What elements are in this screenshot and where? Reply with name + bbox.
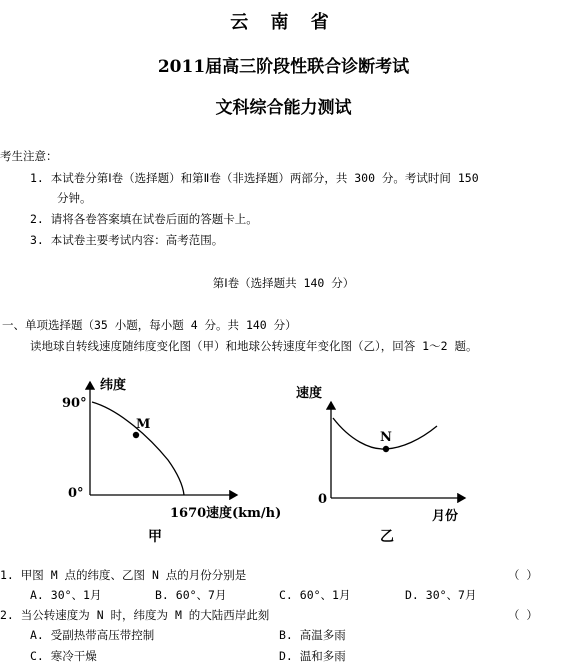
- question-1-option-b: B. 60°、7月: [155, 588, 227, 602]
- yi-caption: 乙: [380, 529, 394, 545]
- question-1-bracket: （ ）: [508, 568, 538, 582]
- yi-point-label: N: [380, 430, 392, 445]
- yi-y-zero: 0: [318, 492, 328, 507]
- question-2-option-d: D. 温和多雨: [279, 649, 346, 663]
- yi-xlabel: 月份: [432, 509, 459, 524]
- question-2-option-c: C. 寒冷干燥: [30, 649, 97, 663]
- exam-title: 2011届高三阶段性联合诊断考试: [157, 57, 410, 77]
- jia-caption: 甲: [148, 529, 162, 545]
- notice-item-3: 3. 本试卷主要考试内容：高考范围。: [30, 233, 224, 247]
- jia-point-m: [133, 432, 139, 438]
- jia-ylabel: 纬度: [100, 378, 127, 393]
- notice-item-1-cont: 分钟。: [57, 191, 92, 205]
- question-1-option-a: A. 30°、1月: [30, 588, 102, 602]
- province-title: 云 南 省: [230, 12, 337, 33]
- jia-xlabel: 速度(km/h): [206, 506, 282, 521]
- notice-item-2: 2. 请将各卷答案填在试卷后面的答题卡上。: [30, 212, 258, 226]
- part-title: 第Ⅰ卷（选择题共 140 分）: [212, 276, 355, 290]
- jia-y-zero: 0°: [68, 486, 84, 501]
- jia-y-top: 90°: [62, 396, 87, 411]
- jia-curve: [92, 402, 184, 495]
- notice-item-1: 1. 本试卷分第Ⅰ卷（选择题）和第Ⅱ卷（非选择题）两部分，共 300 分。考试时间 150: [30, 171, 479, 185]
- question-2-option-b: B. 高温多雨: [279, 628, 346, 642]
- subject-title: 文科综合能力测试: [215, 98, 352, 118]
- question-1-option-c: C. 60°、1月: [279, 588, 351, 602]
- question-1-stem: 1. 甲图 M 点的纬度、乙图 N 点的月份分别是: [0, 568, 247, 582]
- yi-ylabel: 速度: [296, 386, 323, 401]
- question-2-bracket: （ ）: [508, 608, 538, 622]
- notice-heading: 考生注意：: [0, 149, 58, 163]
- question-2-stem: 2. 当公转速度为 N 时，纬度为 M 的大陆西岸此刻: [0, 608, 270, 622]
- question-1-option-d: D. 30°、7月: [405, 588, 477, 602]
- section-intro: 读地球自转线速度随纬度变化图（甲）和地球公转速度年变化图（乙），回答 1～2 题。: [30, 339, 478, 353]
- yi-point-n: [383, 446, 389, 452]
- jia-x-end: 1670: [170, 506, 207, 521]
- jia-point-label: M: [136, 417, 151, 432]
- section-title: 一、单项选择题（35 小题，每小题 4 分。共 140 分）: [2, 318, 297, 332]
- question-2-option-a: A. 受副热带高压带控制: [30, 628, 155, 642]
